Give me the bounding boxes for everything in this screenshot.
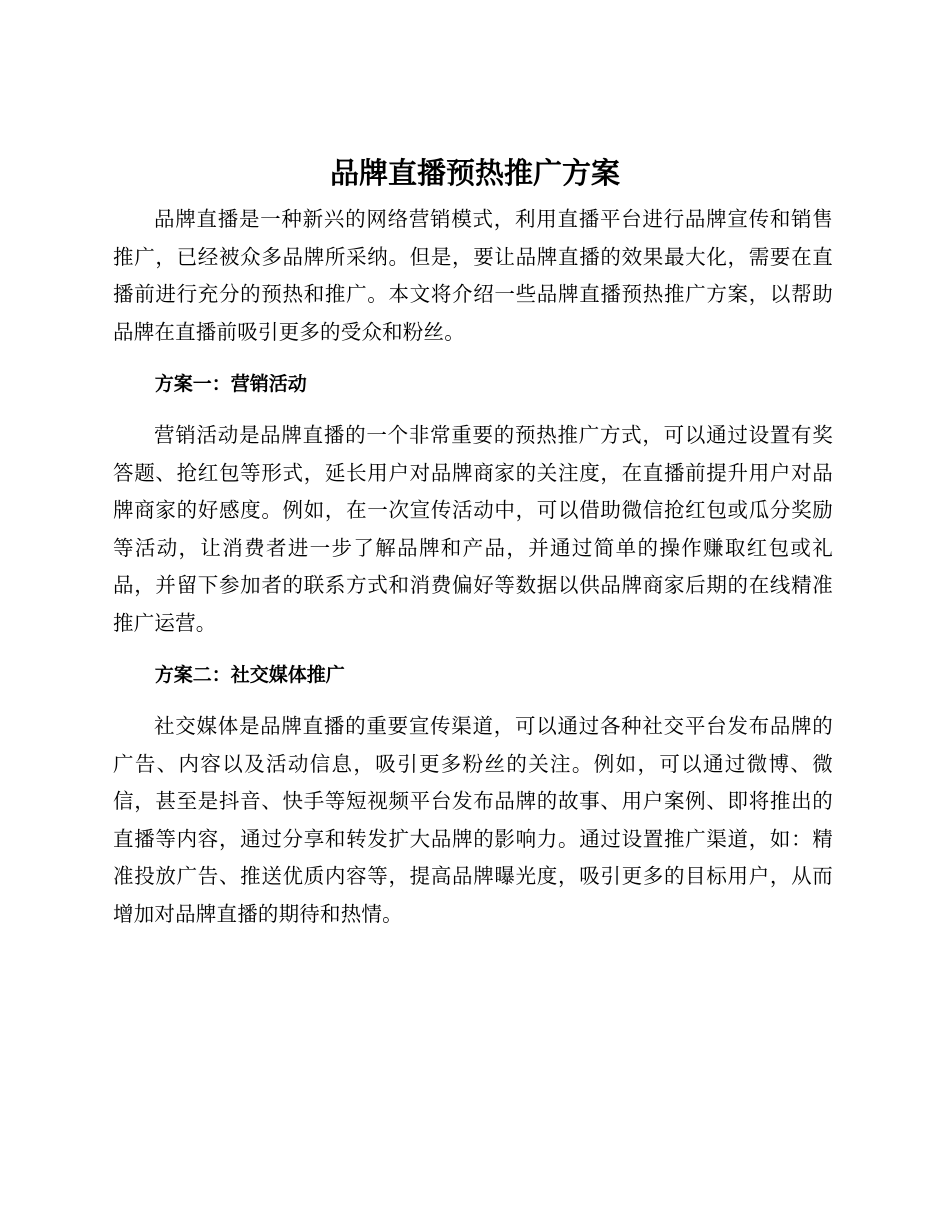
section-1-heading: 方案一：营销活动 [154, 373, 307, 395]
section-1-paragraph: 营销活动是品牌直播的一个非常重要的预热推广方式，可以通过设置有奖答题、抢红包等形式，延长用户对品牌商家的关注度，在直播前提升用户对品牌商家的好感度。例如，在一次宣传活动中，可以借助微信抢红包或瓜分奖励等活动，让消费者进一步了解品牌和产品，并通过简单的操作赚取红包或礼品，并留下参加者的联系方式和消费偏好等数据以供品牌商家后期的在线精准推广运营。 [113, 423, 833, 635]
document-title: 品牌直播预热推广方案 [329, 156, 620, 190]
intro-paragraph: 品牌直播是一种新兴的网络营销模式，利用直播平台进行品牌宣传和销售推广，已经被众多品牌所采纳。但是，要让品牌直播的效果最大化，需要在直播前进行充分的预热和推广。本文将介绍一些品牌直播预热推广方案，以帮助品牌在直播前吸引更多的受众和粉丝。 [113, 207, 833, 344]
section-2-heading: 方案二：社交媒体推广 [154, 664, 345, 686]
document-body [113, 201, 833, 933]
section-2-paragraph: 社交媒体是品牌直播的重要宣传渠道，可以通过各种社交平台发布品牌的广告、内容以及活动信息，吸引更多粉丝的关注。例如，可以通过微博、微信，甚至是抖音、快手等短视频平台发布品牌的故事、用户案例、即将推出的直播等内容，通过分享和转发扩大品牌的影响力。通过设置推广渠道，如：精准投放广告、推送优质内容等，提高品牌曝光度，吸引更多的目标用户，从而增加对品牌直播的期待和热情。 [113, 714, 833, 926]
